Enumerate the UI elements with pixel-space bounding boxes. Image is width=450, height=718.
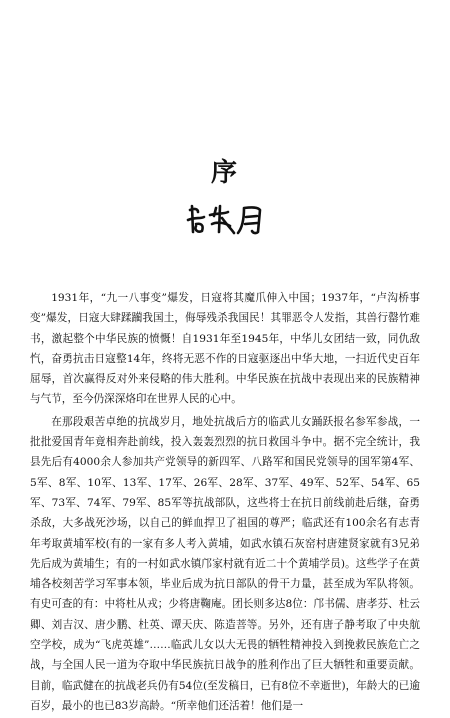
preface-title: 序 — [210, 158, 239, 188]
paragraph-2: 在那段艰苦卓绝的抗战岁月，地处抗战后方的临武儿女踊跃报名参军参战，一批批爱国青年竟相奔赴前线，投入轰轰烈烈的抗日救国斗争中。据不完全统计，我县先后有4000余人参加共产党领导的新四军、八路军和国民党领导的国军第4军、5军、8军、10军、13军、17军、26军、28军、37军、49军、52军、54军、65军、73军、74军、79军、85军等抗战部队，这些将士在抗日前线前赴后继，奋勇杀敌，大多战死沙场，以自己的鲜血捍卫了祖国的尊严；临武还有100余名有志青年考取黄埔军校(有的一家有多人考入黄埔，如武水镇石灰窑村唐建贤家就有3兄弟先后成为黄埔生；有的一村如武水镇邝家村就有近二十个黄埔学员)。这些学子在黄埔各校刻苦学习军事本领，毕业后成为抗日部队的骨干力量，甚至成为军队将领。有史可查的有：中将杜从戎；少将唐鞠庵。团长则多达8位：邝书儒、唐孝芬、杜云卿、刘吉汉、唐少鹏、杜英、谭天庆、陈造菩等。另外，还有唐子静考取了中央航空学校，成为“飞虎英雄”……临武儿女以大无畏的牺牲精神投入到挽救民族危亡之战，与全国人民一道为夺取中华民族抗日战争的胜利作出了巨大牺牲和重要贡献。目前，临武健在的抗战老兵仍有54位(至发稿日，已有8位不幸逝世)，年龄大的已逾百岁，最小的也已83岁高龄。“所幸他们还活着！他们是一 — [30, 415, 420, 712]
preface-body — [30, 288, 420, 718]
paragraph-1: 1931年，“九一八事变”爆发，日寇将其魔爪伸入中国；1937年，“卢沟桥事变”爆发，日寇大肆蹂躏我国土，侮辱残杀我国民！其罪恶令人发指，其兽行罄竹难书，激起整个中华民族的愤慨！自1931年至1945年，中华儿女团结一致，同仇敌忾，奋勇抗击日寇整14年，终将无恶不作的日寇驱逐出中华大地，一扫近代史百年屈辱，首次赢得反对外来侵略的伟大胜利。中华民族在抗战中表现出来的民族精神与气节，至今仍深深烙印在世界人民的心中。 — [30, 292, 420, 406]
handwritten-signature — [186, 202, 278, 236]
